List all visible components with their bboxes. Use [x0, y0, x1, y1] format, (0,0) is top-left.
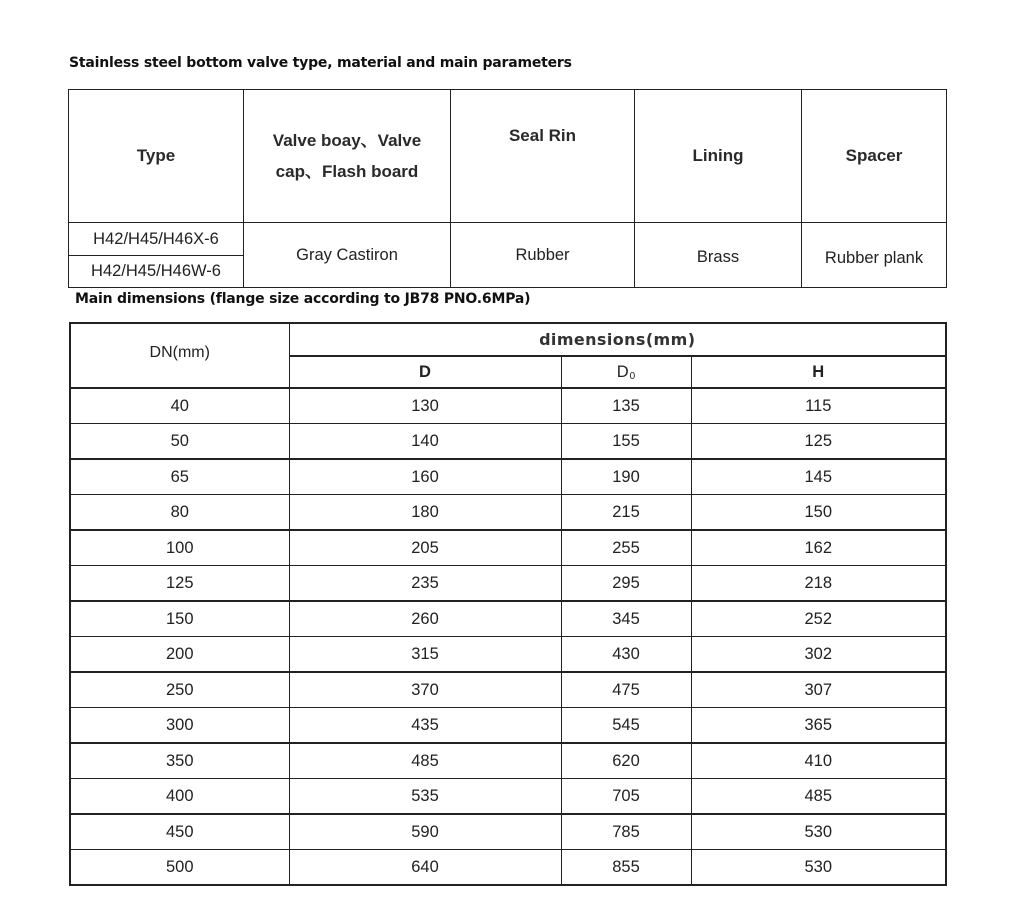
cell-h: 115 — [691, 388, 946, 424]
cell-d0: 345 — [561, 601, 691, 637]
header-spacer: Spacer — [802, 90, 947, 223]
header-seal: Seal Rin — [451, 90, 635, 223]
cell-d: 130 — [289, 388, 561, 424]
cell-d0: 215 — [561, 495, 691, 531]
cell-dn: 40 — [70, 388, 289, 424]
header-d: D — [289, 356, 561, 388]
valve-parameters-table — [68, 89, 947, 288]
cell-d0: 295 — [561, 566, 691, 602]
cell-h: 145 — [691, 459, 946, 495]
table-row — [70, 495, 946, 531]
cell-h: 252 — [691, 601, 946, 637]
header-lining: Lining — [635, 90, 802, 223]
header-d0-main: D — [616, 362, 629, 381]
cell-d: 370 — [289, 672, 561, 708]
cell-h: 307 — [691, 672, 946, 708]
cell-d0: 705 — [561, 779, 691, 815]
header-body-material — [244, 90, 451, 223]
cell-h: 530 — [691, 814, 946, 850]
cell-d: 590 — [289, 814, 561, 850]
body-material-cell: Gray Castiron — [244, 223, 451, 288]
table-row — [70, 530, 946, 566]
cell-dn: 300 — [70, 708, 289, 744]
header-body-line1: Valve boay、Valve — [272, 131, 422, 150]
cell-dn: 150 — [70, 601, 289, 637]
cell-dn: 350 — [70, 743, 289, 779]
cell-dn: 250 — [70, 672, 289, 708]
cell-d0: 255 — [561, 530, 691, 566]
cell-d: 315 — [289, 637, 561, 673]
cell-d0: 855 — [561, 850, 691, 886]
dimension-rows — [70, 388, 946, 885]
cell-h: 218 — [691, 566, 946, 602]
table-row — [70, 814, 946, 850]
cell-dn: 500 — [70, 850, 289, 886]
header-d0-sub: 0 — [629, 370, 636, 382]
cell-d: 160 — [289, 459, 561, 495]
cell-d0: 155 — [561, 424, 691, 460]
cell-h: 485 — [691, 779, 946, 815]
cell-d0: 620 — [561, 743, 691, 779]
header-h: H — [691, 356, 946, 388]
spacer-material-cell: Rubber plank — [802, 223, 947, 288]
table-row — [70, 459, 946, 495]
cell-h: 410 — [691, 743, 946, 779]
cell-d0: 190 — [561, 459, 691, 495]
cell-h: 302 — [691, 637, 946, 673]
cell-h: 365 — [691, 708, 946, 744]
cell-d0: 785 — [561, 814, 691, 850]
header-type: Type — [69, 90, 244, 223]
cell-d: 140 — [289, 424, 561, 460]
cell-h: 150 — [691, 495, 946, 531]
type-cell: H42/H45/H46W-6 — [69, 256, 244, 288]
table-row — [70, 850, 946, 886]
seal-material-cell: Rubber — [451, 223, 635, 288]
cell-d0: 430 — [561, 637, 691, 673]
table-row — [70, 708, 946, 744]
table-row — [70, 566, 946, 602]
cell-h: 530 — [691, 850, 946, 886]
table-row — [70, 637, 946, 673]
table-row — [70, 672, 946, 708]
cell-d: 260 — [289, 601, 561, 637]
cell-dn: 200 — [70, 637, 289, 673]
lining-material-cell: Brass — [635, 223, 802, 288]
cell-dn: 100 — [70, 530, 289, 566]
table-row — [70, 601, 946, 637]
table-row — [70, 424, 946, 460]
cell-dn: 400 — [70, 779, 289, 815]
cell-d: 235 — [289, 566, 561, 602]
section2-title: Main dimensions (flange size according to JB78 PNO.6MPa) — [75, 291, 531, 307]
section1-title: Stainless steel bottom valve type, material and main parameters — [69, 55, 572, 71]
cell-d: 435 — [289, 708, 561, 744]
cell-h: 162 — [691, 530, 946, 566]
cell-dn: 450 — [70, 814, 289, 850]
cell-dn: 65 — [70, 459, 289, 495]
cell-d0: 135 — [561, 388, 691, 424]
header-dimensions: dimensions(mm) — [289, 323, 946, 356]
cell-d: 535 — [289, 779, 561, 815]
header-dn: DN(mm) — [70, 323, 289, 388]
cell-d0: 475 — [561, 672, 691, 708]
table-row — [70, 388, 946, 424]
table-row — [70, 743, 946, 779]
cell-d: 640 — [289, 850, 561, 886]
cell-d: 485 — [289, 743, 561, 779]
cell-d: 205 — [289, 530, 561, 566]
cell-d: 180 — [289, 495, 561, 531]
main-dimensions-table — [69, 322, 947, 886]
cell-d0: 545 — [561, 708, 691, 744]
cell-dn: 50 — [70, 424, 289, 460]
header-d0 — [561, 356, 691, 388]
cell-h: 125 — [691, 424, 946, 460]
table-row — [70, 779, 946, 815]
cell-dn: 125 — [70, 566, 289, 602]
type-cell: H42/H45/H46X-6 — [69, 223, 244, 256]
header-body-line2: cap、Flash board — [275, 162, 419, 181]
cell-dn: 80 — [70, 495, 289, 531]
